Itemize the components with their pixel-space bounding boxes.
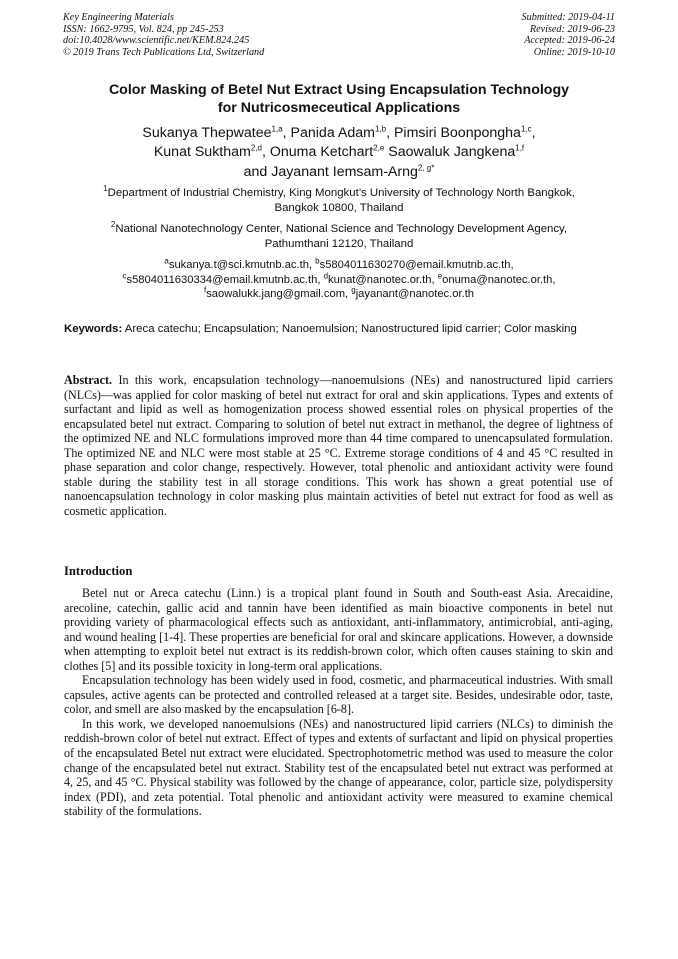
- author-name: Onuma Ketchart: [269, 144, 374, 161]
- abstract: [64, 373, 613, 518]
- paragraph: In this work, we developed nanoemulsions (NEs) and nanostructured lipid carriers (NLCs) to diminish the reddish-brown color of betel nut extract. Effect of types and extents of surfactant and lipid on physical properties of the encapsulated Betel nut extract were elucidated. Spectrophotometric method was used to measure the color change of the encapsulated betel nut extract. Stability test of the encapsulated betel nut extract was performed at 4, 25, and 45 °C. Physical stability was followed by the change of appearance, color, particle size, polydispersity index (PDI), and zeta potential. Total phenolic and antioxidant activity were measured to examine chemical stability of the formulations.: [64, 716, 613, 819]
- email-marker: e: [437, 270, 443, 280]
- author-marker: 1,c: [520, 124, 532, 134]
- paragraph: Betel nut or Areca catechu (Linn.) is a tropical plant found in South and South-east Asia. Arecaidine, arecoline, catechin, gallic acid and tannin have been identified as main bioactive components in betel nut providing variety of pharmacological effects such as antioxidant, anti-inflammatory, antimicrobial, anti-aging, and wound healing [1-4]. These properties are beneficial for oral and skincare applications. However, a downside when attempting to exploit betel nut extract is its reddish-brown color, which often causes staining to skin and clothes [5] and its possible toxicity in long-term oral applications.: [64, 586, 613, 673]
- affiliation: [60, 186, 618, 216]
- abstract-label: Abstract.: [64, 373, 113, 387]
- online-date: Online: 2019-10-10: [533, 46, 615, 58]
- author-name: Pimsiri Boonpongha: [393, 125, 521, 141]
- email-address: saowalukk.jang@gmail.com: [206, 288, 346, 301]
- keywords: [64, 322, 613, 336]
- copyright: © 2019 Trans Tech Publications Ltd, Switzerland: [63, 46, 265, 58]
- author-name: Jayanant Iemsam-Arng: [271, 163, 418, 180]
- email-marker: f: [203, 285, 207, 295]
- publication-dates: [522, 12, 615, 58]
- affiliation-line: Department of Industrial Chemistry, King Mongkut’s University of Technology North Bangkok,: [107, 187, 575, 199]
- author-name: Sukanya Thepwatee: [142, 125, 272, 141]
- affiliation-marker: 2: [110, 220, 116, 230]
- revised-date: Revised: 2019-06-23: [529, 23, 615, 35]
- section-heading: Introduction: [64, 564, 133, 578]
- keywords-text: Areca catechu; Encapsulation; Nanoemulsion; Nanostructured lipid carrier; Color masking: [124, 323, 577, 335]
- journal-name: Key Engineering Materials: [63, 12, 174, 23]
- affiliation-line: Pathumthani 12120, Thailand: [264, 238, 414, 250]
- keywords-label: Keywords:: [64, 323, 123, 335]
- title-line: Color Masking of Betel Nut Extract Using Encapsulation Technology: [108, 82, 570, 98]
- submitted-date: Submitted: 2019-04-11: [521, 12, 615, 23]
- title-line: for Nutricosmeceutical Applications: [217, 100, 461, 116]
- affiliation: [60, 222, 618, 252]
- affiliation-marker: 1: [103, 184, 108, 194]
- introduction: [64, 586, 613, 819]
- author-conjunction: and: [243, 163, 268, 180]
- author-name: Saowaluk Jangkena: [388, 144, 516, 161]
- email-address: sukanya.t@sci.kmutnb.ac.th: [168, 259, 309, 271]
- author-name: Panida Adam: [290, 125, 375, 141]
- email-address: onuma@nanotec.or.th: [442, 273, 553, 286]
- email-marker: d: [323, 270, 329, 280]
- author-marker: 1,f: [515, 143, 525, 153]
- abstract-text: In this work, encapsulation technology—nanoemulsions (NEs) and nanostructured lipid carriers (NLCs)—was applied for color masking of betel nut extract for oral and skin applications. Types and extents of surfactant and lipid as well as homogenization process showed essential roles on physical properties of the encapsulated betel nut extract. Comparing to solution of betel nut extract in methanol, the degree of lightness of the optimized NE and NLC formulations improved more than 44 time compared to unencapsulated formulation. The optimized NE and NLC were most stable at 25 °C. Extreme storage conditions of 4 and 45 °C resulted in phase separation and color change, respectively. However, total phenolic and antioxidant activity were found stable during the stability test in all storage conditions. This work has shown a great potential use of nanoencapsulation technology in color masking plus maintain activities of betel nut extract for food as well as cosmetic application.: [64, 373, 613, 518]
- author-marker: 1,a: [271, 124, 283, 134]
- affiliation-line: Bangkok 10800, Thailand: [274, 202, 404, 214]
- author-marker: 1,b: [374, 124, 387, 134]
- email-marker: g: [351, 285, 356, 295]
- paragraph: Encapsulation technology has been widely used in food, cosmetic, and pharmaceutical industries. With small capsules, active agents can be protected and controlled released at a target site. Besides, undesirable odor, taste, color, and smell are also masked by the encapsulation [6-8].: [64, 673, 613, 717]
- email-list: $^a$sukanya.t@sci.kmutnb.ac.th, $^b$s5804011630270@email.kmutnb.ac.th, $^c$s5804011630334@email.kmutnb.ac.th, $^d$kunat@nanotec.or.th, $^e$onuma@nanotec.or.th, $^f$saowalukk.jang@gmail.com, $^g$jayanant@nanotec.or.th: [122, 256, 556, 301]
- author-marker: 2,e: [373, 143, 385, 153]
- author-marker: 2,d: [250, 143, 262, 153]
- author-list: Sukanya Thepwatee$^{1,a}$, Panida Adam$^{1,b}$, Pimsiri Boonpongha$^{1,c}$, Kunat Suktham$^{2,d}$, Onuma Ketchart$^{2,e}$ Saowaluk Jangkena$^{1,f}$ and Jayanant Iemsam-Arng$^{2, g*}$: [142, 124, 536, 180]
- email-marker: c: [122, 270, 127, 280]
- author-name: Kunat Suktham: [153, 144, 251, 161]
- affiliation-line: National Nanotechnology Center, National Science and Technology Development Agency,: [115, 223, 568, 235]
- email-address: jayanant@nanotec.or.th: [355, 288, 475, 301]
- email-marker: a: [164, 256, 169, 266]
- email-address: s5804011630334@email.kmutnb.ac.th: [126, 273, 318, 286]
- author-marker: 2, g*: [417, 162, 435, 172]
- accepted-date: Accepted: 2019-06-24: [524, 35, 615, 47]
- issn: ISSN: 1662-9795, Vol. 824, pp 245-253: [63, 23, 224, 35]
- email-address: kunat@nanotec.or.th: [328, 273, 432, 286]
- email-address: s5804011630270@email.kmutnb.ac.th: [319, 259, 511, 271]
- journal-info: [63, 12, 264, 58]
- paper-title: [40, 81, 638, 117]
- email-marker: b: [315, 256, 320, 266]
- doi: doi:10.4028/www.scientific.net/KEM.824.245: [63, 35, 250, 47]
